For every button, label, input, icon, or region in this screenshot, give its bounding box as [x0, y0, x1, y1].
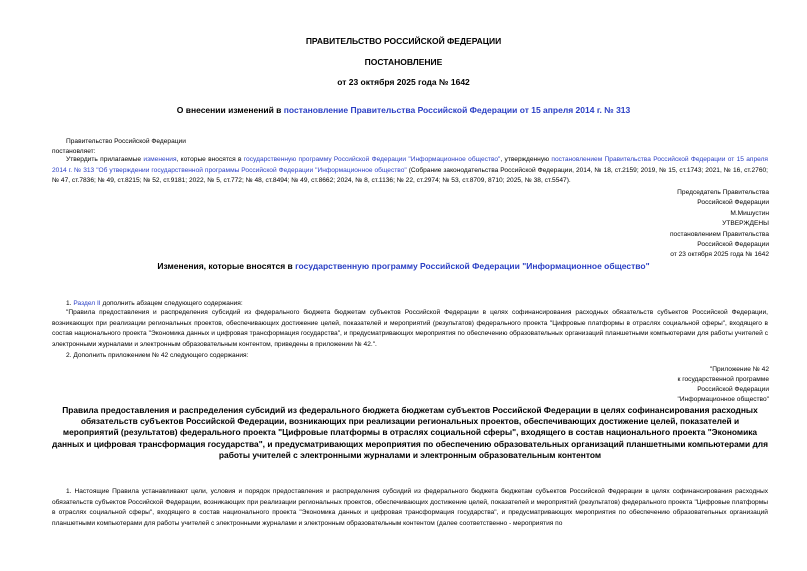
item1-num: 1. [66, 300, 74, 307]
item1-heading [66, 300, 243, 307]
appendix-l4: "Информационное общество" [677, 396, 769, 403]
changes-link[interactable]: изменения [143, 156, 177, 163]
org-heading: ПРАВИТЕЛЬСТВО РОССИЙСКОЙ ФЕДЕРАЦИИ [305, 36, 502, 46]
preamble-text-d: (Собрание законодательства Российской Федерации, 2014, № 18, ст.2159; 2019, № 15, ст.1743; 2021, № 16, ст.2760; № 47, ст.7836; № 49, ст.8215; № 52, ст.9181; 2022, № 5, ст.772; № 48, ст.8494; № 49, ст.8662; 2024, № 8, ст.1136; № 22, ст.2974; № 53, ст.8709, 8710; 2025, № 38, ст.5547). [52, 166, 769, 185]
item1-quote: "Правила предоставления и распределения субсидий из федерального бюджета бюджетам субъектов Российской Федерации в целях софинансирования расходных обязательств субъектов Российской Федерации, возникающих при реализации региональных проектов, обеспечивающих достижение целей, показателей и мероприятий (результатов) федерального проекта "Цифровые платформы в отраслях социальной сферы", входящего в состав национального проекта "Экономика данных и цифровая трансформация государства", и предусматривающих мероприятия по обеспечению образовательных организаций планшетными компьютерами для работы учителей с электронными журналами и электронным образовательным контентом, приведены в приложении № 42.". [52, 309, 768, 348]
rules-title: Правила предоставления и распределения субсидий из федерального бюджета бюджетам субъектов Российской Федерации в целях софинансирования расходных обязательств субъектов Российской Федерации, возникающих при реализации региональных проектов, обеспечивающих достижение целей, показателей и мероприятий (результатов) федерального проекта "Цифровые платформы в отраслях социальной сферы", входящего в состав национального проекта "Экономика данных и цифровая трансформация государства", и предусматривающих мероприятия по обеспечению образовательных организаций планшетными компьютерами для работы учителей с электронными журналами и электронным образовательным контентом [52, 405, 768, 460]
document-title [0, 105, 807, 115]
doc-date-number: от 23 октября 2025 года № 1642 [337, 77, 470, 87]
appendix-l1: "Приложение № 42 [709, 366, 769, 373]
preamble-text-c: , утвержденную [500, 156, 552, 163]
signature-country: Российской Федерации [697, 199, 769, 206]
appendix-l2: к государственной программе [677, 376, 769, 383]
appendix-l3: Российской Федерации [697, 386, 769, 393]
signature-title: Председатель Правительства [677, 189, 769, 196]
preamble-text-b: , которые вносятся в [176, 156, 244, 163]
title-link[interactable]: постановление Правительства Российской Федерации от 15 апреля 2014 г. № 313 [283, 105, 631, 115]
approved-l4: от 23 октября 2025 года № 1642 [670, 251, 769, 258]
preamble-paragraph [52, 155, 768, 187]
section-link[interactable]: Раздел II [73, 300, 101, 307]
changes-title [0, 261, 807, 271]
preamble-line1: Правительство Российской Федерации [66, 138, 186, 145]
rules-paragraph-1: 1. Настоящие Правила устанавливают цели, условия и порядок предоставления и распределения субсидий из федерального бюджета бюджетам субъектов Российской Федерации в целях софинансирования расходных обязательств субъектов Российской Федерации, возникающих при реализации региональных проектов, обеспечивающих достижение целей, показателей и мероприятий (результатов) федерального проекта "Цифровые платформы в отраслях социальной сферы", входящего в состав национального проекта "Экономика данных и цифровая трансформация государства", и предусматривающих мероприятия по обеспечению образовательных организаций планшетными компьютерами для работы учителей с электронными журналами и электронным образовательным контентом (далее соответственно - мероприятия по [52, 488, 768, 527]
doc-type-heading: ПОСТАНОВЛЕНИЕ [364, 57, 443, 67]
changes-title-prefix: Изменения, которые вносятся в [157, 261, 296, 271]
approved-l3: Российской Федерации [697, 241, 769, 248]
item1-rest: дополнить абзацем следующего содержания: [100, 300, 243, 307]
program-link[interactable]: государственную программу Российской Федерации "Информационное общество" [243, 156, 501, 163]
approved-l2: постановлением Правительства [669, 231, 769, 238]
resolution-link[interactable]: постановлением Правительства Российской Федерации от 15 апреля 2014 г. № 313 "Об утверждении государственной программы Российской Федерации "Информационное общество" [52, 156, 768, 174]
signature-name: М.Мишустин [730, 210, 769, 217]
approved-l1: УТВЕРЖДЕНЫ [722, 220, 769, 227]
preamble-text-a: Утвердить прилагаемые [66, 156, 144, 163]
item2: 2. Дополнить приложением № 42 следующего содержания: [66, 352, 249, 359]
title-prefix: О внесении изменений в [176, 105, 284, 115]
preamble-line2: постановляет: [52, 148, 96, 155]
changes-title-link[interactable]: государственную программу Российской Федерации "Информационное общество" [295, 261, 650, 271]
